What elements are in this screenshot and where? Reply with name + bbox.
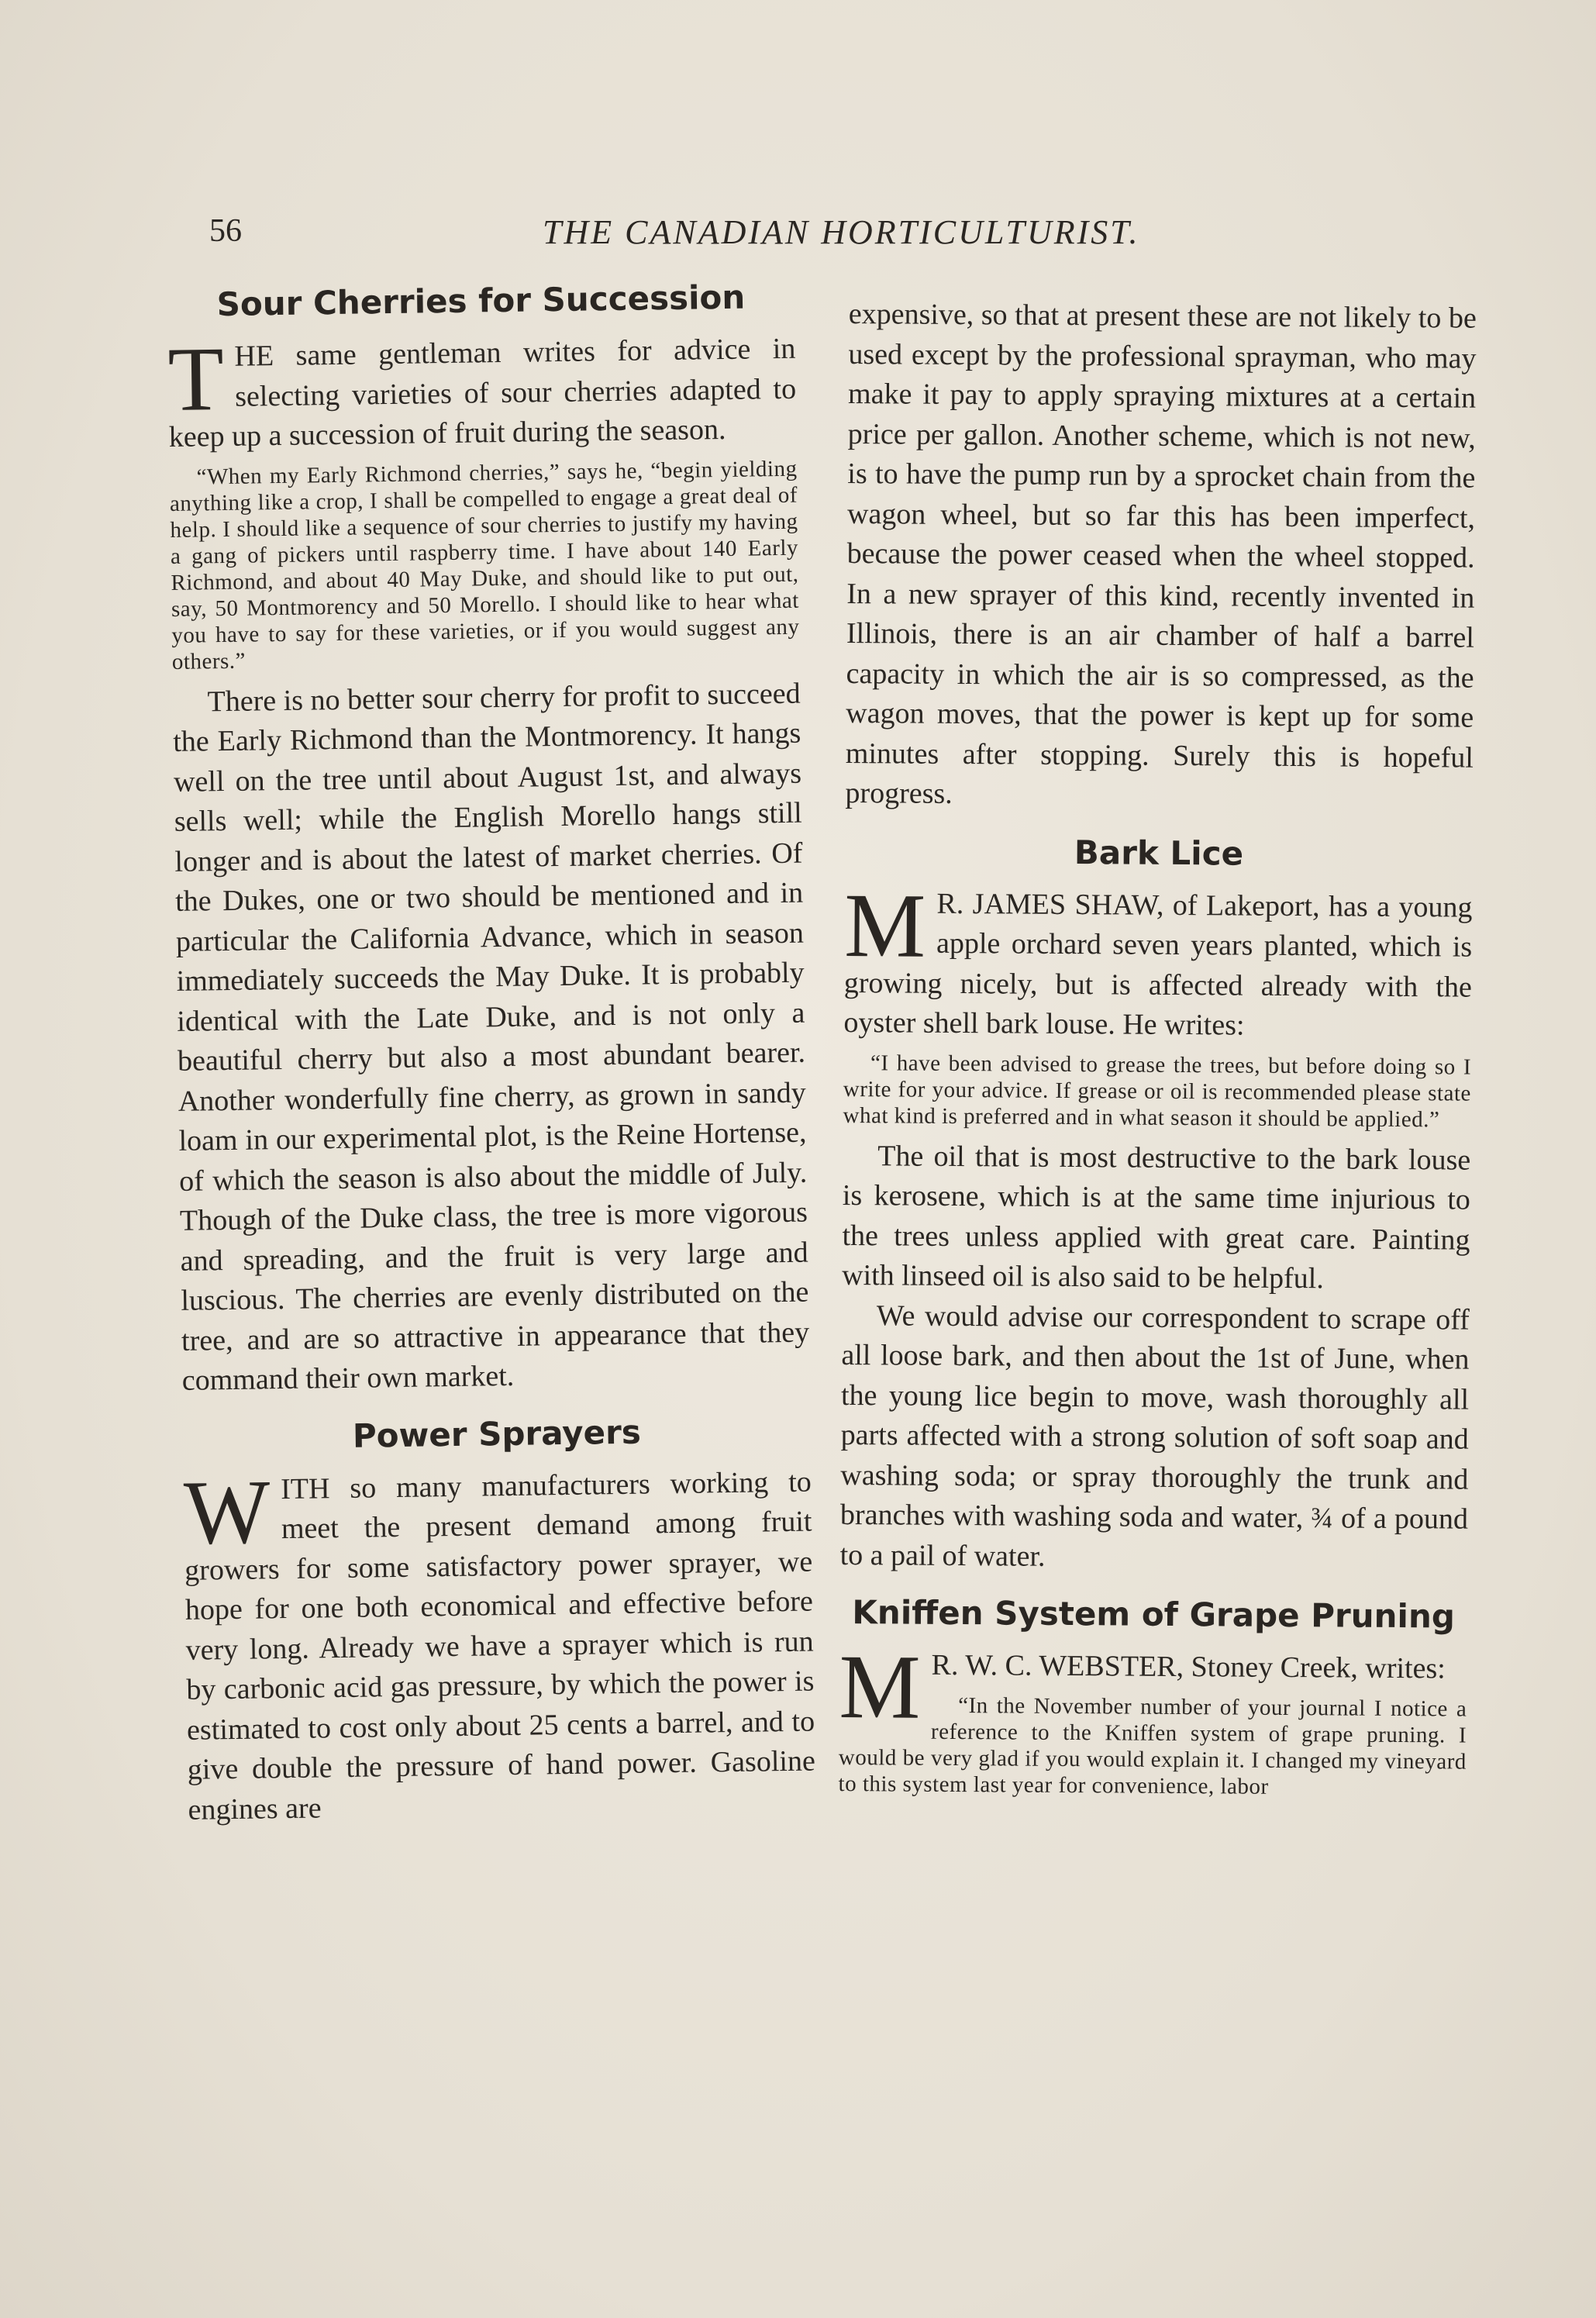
power-sprayers-intro [183,1462,815,1830]
dropcap-m-bark: M [843,874,926,977]
dropcap-m-kniffen: M [839,1635,921,1738]
page-number: 56 [209,213,242,249]
sour-cherries-intro-text: HE same gentleman writes for advice in selecting varieties of sour cherries adapted to keep up a succession of fruit during the season. [168,332,797,454]
sour-cherries-letter-text: “When my Early Richmond cherries,” says he, “begin yielding anything like a crop, I shall be compelled to engage a great deal of help. I should like a sequence of sour cherries to justify my having a gang of pickers until raspberry time. I have about 140 Early Richmond, and about 40 May Duke, and should like to put out, say, 50 Montmorency and 50 Morello. I should like to hear what you have to say for these varieties, or if you would suggest any others.” [169,456,800,674]
bark-lice-intro-text: R. JAMES SHAW, of Lakeport, has a young apple orchard seven years planted, which is growing nicely, but is affected already with the oyster shell bark louse. He writes: [843,887,1473,1042]
bark-lice-letter-text: “I have been advised to grease the trees, but before doing so I write for your advice. If grease or oil is recommended please state what kind is preferred and in what season it should be applied.” [843,1050,1472,1132]
sour-cherries-heading: Sour Cherries for Succession [216,278,746,324]
kniffen-intro-text: R. W. C. WEBSTER, Stoney Creek, writes: [931,1648,1446,1685]
power-sprayers-heading: Power Sprayers [352,1413,642,1455]
power-sprayers-text: ITH so many manufacturers working to meet the present demand among fruit growers for some satisfactory power sprayer, we hope for one both economical and effective before very long. Already we have a sprayer which is run by carbonic acid gas pressure, by which the power is estimated to cost only about 25 cents a barrel, and to give double the pressure of hand power. Gasoline engines are [184,1465,816,1826]
bark-lice-letter [843,1049,1471,1133]
bark-lice-intro [843,874,1473,1047]
running-head [202,208,1209,262]
dropcap-t: T [167,327,225,430]
dropcap-w: W [183,1460,271,1564]
kniffen-heading: Kniffen System of Grape Pruning [852,1593,1456,1636]
kniffen-letter-text: “In the November number of your journal I notice a reference to the Kniffen system of grape pruning. I would be very glad if you would explain it. I changed my vineyard to this system last year for convenience, labor [838,1692,1467,1799]
bark-lice-body-1: The oil that is most destructive to the bark louse is kerosene, which is at the same time injurious to the trees unless applied with great care. Painting with linseed oil is also said to be helpful. [842,1139,1471,1295]
right-column [838,295,1477,1809]
power-sprayers-continuation: expensive, so that at present these are not likely to be used except by the professional sprayman, who may make it pay to apply spraying mixtures at a certain price per gallon. Another scheme, which is not new, is to have the pump run by a sprocket chain from the wagon wheel, but so far this has been imperfect, because the power ceased when the wheel stopped. In a new sprayer of this kind, recently invented in Illinois, there is an air chamber of half a barrel capacity in which the air is so compressed, as the wagon moves, that the power is kept up for some minutes after stopping. Surely this is hopeful progress. [845,297,1477,810]
sour-cherries-body: There is no better sour cherry for profit to succeed the Early Richmond than the Montmorency. It hangs well on the tree until about August 1st, and always sells well; while the English Morello hangs still longer and is about the latest of market cherries. Of the Dukes, one or two should be mentioned and in particular the California Advance, which in season immediately succeeds the May Duke. It is probably identical with the Late Duke, and is not only a beautiful cherry but also a most abundant bearer. Another wonderfully fine cherry, as grown in sandy loam in our experimental plot, is the Reine Hortense, of which the season is also about the middle of July. Though of the Duke class, the tree is more vigorous and spreading, and the fruit is very large and luscious. The cherries are evenly distributed on the tree, and are so attractive in appearance that they command their own market. [173,677,810,1397]
left-column [167,271,816,1830]
journal-title: THE CANADIAN HORTICULTURIST. [543,213,1140,251]
kniffen-intro [839,1635,1467,1738]
sour-cherries-letter [169,455,800,674]
sour-cherries-intro [167,329,797,458]
kniffen-letter [838,1691,1467,1801]
bark-lice-heading: Bark Lice [1074,833,1244,873]
bark-lice-body-2: We would advise our correspondent to scrape off all loose bark, and then about the 1st of June, when the young lice begin to move, wash thoroughly all parts affected with a strong solution of soft soap and washing soda; or spray thoroughly the trunk and branches with washing soda and water, ¾ of a pound to a pail of water. [839,1299,1470,1573]
